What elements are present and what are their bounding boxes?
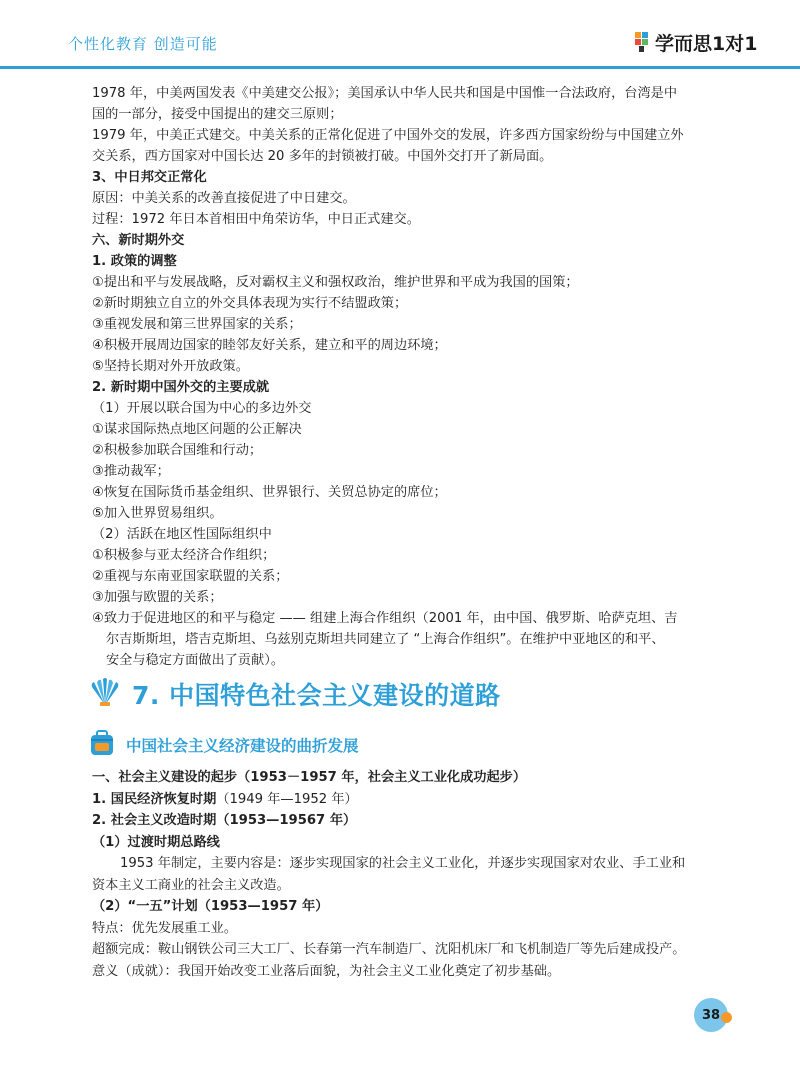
- text-line: ③重视发展和第三世界国家的关系；: [92, 317, 302, 332]
- text-line: 意义（成就）：我国开始改变工业落后面貌，为社会主义工业化奠定了初步基础。: [92, 963, 561, 979]
- backpack-icon: [88, 730, 116, 760]
- text-line-plain-part: （1949 年—1952 年）: [216, 791, 358, 807]
- text-line: ②积极参加联合国维和行动；: [92, 443, 263, 458]
- text-line: ①提出和平与发展战略，反对霸权主义和强权政治，维护世界和平成为我国的国策；: [92, 275, 579, 290]
- section-title: 7. 中国特色社会主义建设的道路: [132, 681, 501, 710]
- text-line: 2. 新时期中国外交的主要成就: [92, 380, 270, 395]
- shell-icon: [88, 677, 122, 711]
- text-line: 1. 政策的调整: [92, 254, 177, 269]
- text-line: ④积极开展周边国家的睦邻友好关系，建立和平的周边环境；: [92, 338, 447, 353]
- text-line: ③推动裁军；: [92, 464, 170, 479]
- text-line: （1）过渡时期总路线: [92, 834, 220, 850]
- page-number-dot: [721, 1012, 732, 1023]
- text-line: 2. 社会主义改造时期（1953—19567 年）: [92, 813, 357, 828]
- text-line: ④致力于促进地区的和平与稳定 —— 组建上海合作组织（2001 年，由中国、俄罗斯、哈萨克坦、吉: [92, 611, 678, 626]
- text-line-bold-part: 1. 国民经济恢复时期: [92, 791, 217, 807]
- text-line: 一、社会主义建设的起步（1953－1957 年，社会主义工业化成功起步）: [92, 770, 527, 785]
- text-line: ①谋求国际热点地区问题的公正解决: [92, 422, 302, 437]
- text-line: ②重视与东南亚国家联盟的关系；: [92, 569, 289, 584]
- subsection-title: 中国社会主义经济建设的曲折发展: [126, 737, 359, 755]
- brand-logo: [632, 28, 757, 56]
- header-slogan: 个性化教育 创造可能: [68, 35, 218, 53]
- text-line: 特点：优先发展重工业。: [92, 920, 238, 936]
- body-text-bottom: [92, 767, 722, 982]
- text-line: （1）开展以联合国为中心的多边外交: [92, 401, 312, 416]
- text-line: 1953 年制定，主要内容是：逐步实现国家的社会主义工业化，并逐步实现国家对农业、手工业和: [120, 856, 686, 871]
- text-line: 原因：中美关系的改善直接促进了中日建交。: [92, 191, 356, 206]
- text-line: 尔吉斯斯坦，塔吉克斯坦、乌兹别克斯坦共同建立了 “上海合作组织”。在维护中亚地区的和平、: [106, 632, 665, 647]
- text-line: ④恢复在国际货币基金组织、世界银行、关贸总协定的席位；: [92, 485, 447, 500]
- text-line: （2）活跃在地区性国际组织中: [92, 527, 272, 542]
- page-header: [0, 0, 800, 68]
- text-line: 过程：1972 年日本首相田中角荣访华，中日正式建交。: [92, 212, 420, 227]
- text-line: 安全与稳定方面做出了贡献）。: [106, 653, 285, 668]
- brand-logo-text: 学而思1对1: [655, 32, 758, 55]
- text-line: 1978 年，中美两国发表《中美建交公报》；美国承认中华人民共和国是中国惟一合法政府，台湾是中: [92, 86, 678, 101]
- text-line: 国的一部分，接受中国提出的建交三原则；: [92, 107, 343, 122]
- text-line: 3、中日邦交正常化: [92, 170, 207, 185]
- text-line: 超额完成：鞍山钢铁公司三大工厂、长春第一汽车制造厂、沈阳机床厂和飞机制造厂等先后建成投产。: [92, 942, 686, 957]
- text-line: ⑤加入世界贸易组织。: [92, 506, 223, 521]
- text-line: 六、新时期外交: [92, 233, 185, 248]
- header-divider: [0, 66, 800, 69]
- brand-logo-icon: [632, 30, 652, 54]
- text-line: 1979 年，中美正式建交。中美关系的正常化促进了中国外交的发展，许多西方国家纷纷与中国建立外: [92, 128, 684, 143]
- section-heading: [88, 676, 501, 712]
- text-line: [92, 789, 722, 811]
- text-line: ②新时期独立自立的外交具体表现为实行不结盟政策；: [92, 296, 408, 311]
- text-line: ③加强与欧盟的关系；: [92, 590, 223, 605]
- body-text-top: [92, 83, 722, 671]
- text-line: ①积极参与亚太经济合作组织；: [92, 548, 276, 563]
- page-number: 38: [694, 998, 728, 1032]
- text-line: （2）“一五”计划（1953—1957 年）: [92, 899, 329, 914]
- text-line: ⑤坚持长期对外开放政策。: [92, 359, 249, 374]
- text-line: 交关系，西方国家对中国长达 20 多年的封锁被打破。中国外交打开了新局面。: [92, 149, 553, 164]
- text-line: 资本主义工商业的社会主义改造。: [92, 877, 290, 893]
- subsection-heading: [88, 730, 359, 760]
